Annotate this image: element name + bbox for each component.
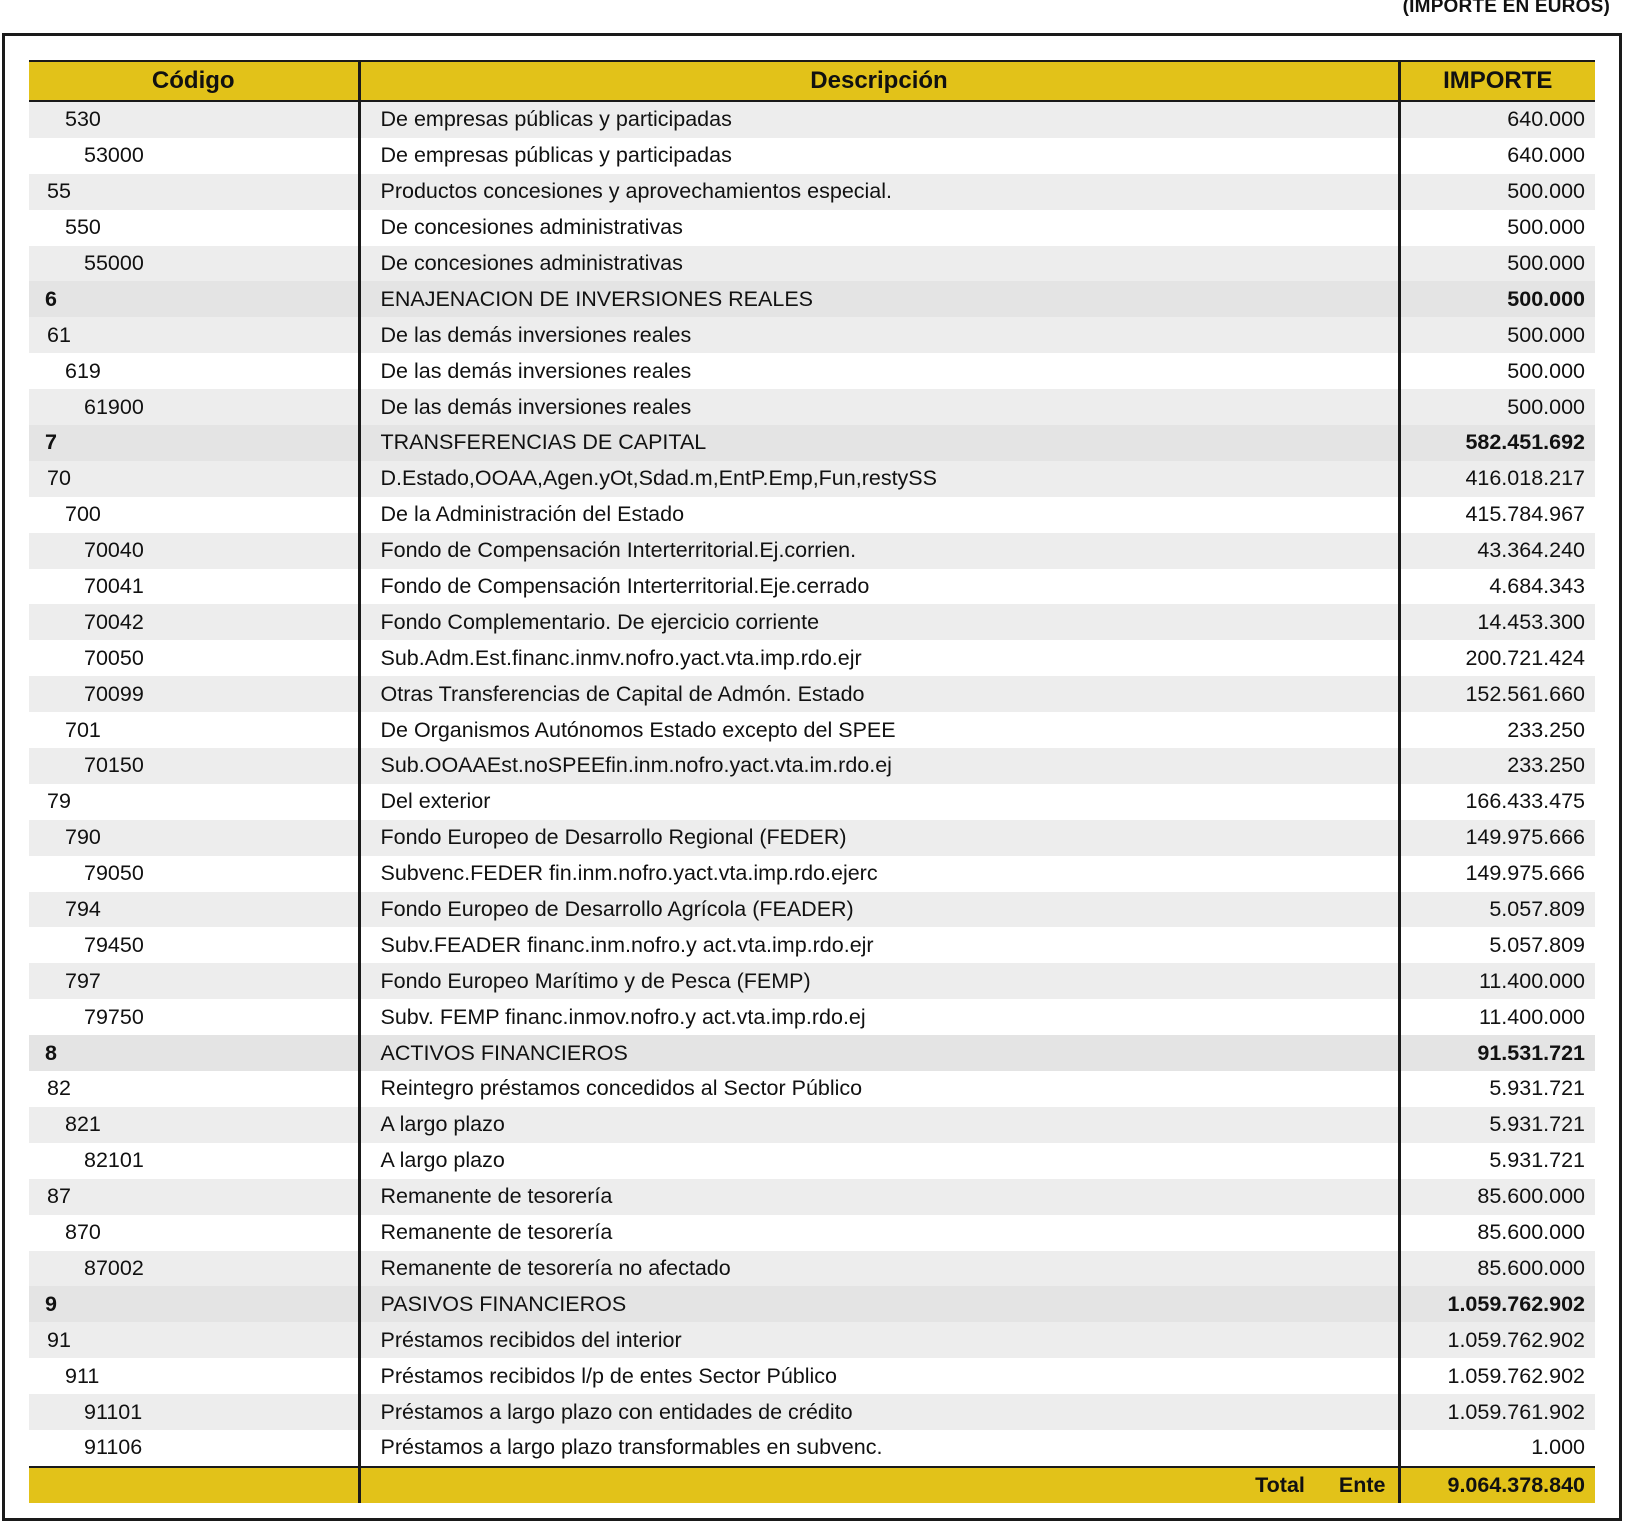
row-amount: 200.721.424 bbox=[1465, 645, 1585, 670]
table-row bbox=[29, 1394, 1595, 1430]
total-code-cell bbox=[29, 1467, 359, 1503]
table-row bbox=[29, 604, 1595, 640]
table-row bbox=[29, 999, 1595, 1035]
row-amount: 500.000 bbox=[1399, 246, 1595, 282]
column-header-importe: IMPORTE bbox=[1399, 61, 1595, 101]
row-code: 619 bbox=[29, 353, 359, 389]
row-amount: 582.451.692 bbox=[1399, 425, 1595, 461]
row-description: De Organismos Autónomos Estado excepto del SPEE bbox=[359, 712, 1399, 748]
table-row bbox=[29, 748, 1595, 784]
row-code: 91106 bbox=[29, 1430, 359, 1467]
row-code: 55 bbox=[29, 174, 359, 210]
row-code: 790 bbox=[29, 820, 359, 856]
table-row bbox=[29, 1215, 1595, 1251]
row-description: Fondo de Compensación Interterritorial.Eje.cerrado bbox=[359, 569, 1399, 605]
row-amount: 500.000 bbox=[1507, 358, 1585, 383]
row-description: De las demás inversiones reales bbox=[359, 317, 1399, 353]
table-row bbox=[29, 676, 1595, 712]
table-row bbox=[29, 174, 1595, 210]
row-description: Préstamos recibidos l/p de entes Sector Público bbox=[359, 1358, 1399, 1394]
column-header-descripcion: Descripción bbox=[359, 61, 1399, 101]
row-description: Fondo Europeo Marítimo y de Pesca (FEMP) bbox=[359, 963, 1399, 999]
table-row bbox=[29, 820, 1595, 856]
table-row bbox=[29, 856, 1595, 892]
row-code: 821 bbox=[29, 1107, 359, 1143]
row-code: 79050 bbox=[29, 856, 359, 892]
row-code: 700 bbox=[29, 497, 359, 533]
row-description: ENAJENACION DE INVERSIONES REALES bbox=[359, 281, 1399, 317]
row-description: Préstamos recibidos del interior bbox=[359, 1322, 1399, 1358]
row-code: 70042 bbox=[29, 604, 359, 640]
row-amount: 233.250 bbox=[1399, 748, 1595, 784]
total-amount: 9.064.378.840 bbox=[1399, 1467, 1595, 1503]
row-amount: 500.000 bbox=[1399, 174, 1595, 210]
row-amount: 640.000 bbox=[1507, 143, 1585, 168]
row-code: 82101 bbox=[29, 1143, 359, 1179]
report-frame bbox=[2, 33, 1622, 1521]
row-code: 70040 bbox=[29, 533, 359, 569]
row-code: 9 bbox=[29, 1286, 359, 1322]
row-code: 87 bbox=[29, 1179, 359, 1215]
row-amount: 500.000 bbox=[1399, 281, 1595, 317]
row-amount: 85.600.000 bbox=[1477, 1220, 1585, 1245]
table-row bbox=[29, 927, 1595, 963]
row-code: 8 bbox=[29, 1035, 359, 1071]
table-row bbox=[29, 712, 1595, 748]
table-row bbox=[29, 317, 1595, 353]
table-row bbox=[29, 1143, 1595, 1179]
row-description: Sub.Adm.Est.financ.inmv.nofro.yact.vta.imp.rdo.ejr bbox=[359, 640, 1399, 676]
row-description: Otras Transferencias de Capital de Admón. Estado bbox=[359, 676, 1399, 712]
row-code: 82 bbox=[29, 1071, 359, 1107]
row-code: 55000 bbox=[29, 246, 359, 282]
row-code: 870 bbox=[29, 1215, 359, 1251]
row-code: 79 bbox=[29, 784, 359, 820]
row-code: 70050 bbox=[29, 640, 359, 676]
total-label-1: Total bbox=[1255, 1472, 1305, 1497]
table-row bbox=[29, 1430, 1595, 1467]
row-amount: 43.364.240 bbox=[1399, 533, 1595, 569]
table-row bbox=[29, 1251, 1595, 1287]
row-amount: 1.059.762.902 bbox=[1399, 1286, 1595, 1322]
row-description: Productos concesiones y aprovechamientos especial. bbox=[359, 174, 1399, 210]
row-description: De empresas públicas y participadas bbox=[359, 138, 1399, 174]
table-row bbox=[29, 784, 1595, 820]
row-description: Fondo Complementario. De ejercicio corriente bbox=[359, 604, 1399, 640]
row-amount: 11.400.000 bbox=[1399, 963, 1595, 999]
table-body bbox=[29, 101, 1595, 1467]
row-description: Fondo Europeo de Desarrollo Agrícola (FEADER) bbox=[359, 892, 1399, 928]
row-description: D.Estado,OOAA,Agen.yOt,Sdad.m,EntP.Emp,Fun,restySS bbox=[359, 461, 1399, 497]
row-amount: 500.000 bbox=[1507, 215, 1585, 240]
row-code: 550 bbox=[29, 210, 359, 246]
row-description: ACTIVOS FINANCIEROS bbox=[359, 1035, 1399, 1071]
row-amount: 152.561.660 bbox=[1399, 676, 1595, 712]
row-description: De las demás inversiones reales bbox=[359, 389, 1399, 425]
table-row bbox=[29, 533, 1595, 569]
total-row bbox=[29, 1467, 1595, 1503]
unit-note: (IMPORTE EN EUROS) bbox=[1402, 0, 1610, 17]
row-description: A largo plazo bbox=[359, 1107, 1399, 1143]
row-code: 911 bbox=[29, 1358, 359, 1394]
row-amount: 4.684.343 bbox=[1489, 574, 1585, 599]
table-row bbox=[29, 569, 1595, 605]
column-header-codigo: Código bbox=[29, 61, 359, 101]
row-code: 797 bbox=[29, 963, 359, 999]
row-description: Del exterior bbox=[359, 784, 1399, 820]
chapter-row bbox=[29, 1286, 1595, 1322]
row-amount: 166.433.475 bbox=[1465, 789, 1585, 814]
table-row bbox=[29, 640, 1595, 676]
table-row bbox=[29, 1358, 1595, 1394]
row-code: 91101 bbox=[29, 1394, 359, 1430]
total-label-2: Ente bbox=[1338, 1472, 1386, 1497]
row-description: Remanente de tesorería bbox=[359, 1215, 1399, 1251]
row-amount: 5.931.721 bbox=[1489, 1076, 1585, 1101]
row-description: Sub.OOAAEst.noSPEEfin.inm.nofro.yact.vta.im.rdo.ej bbox=[359, 748, 1399, 784]
chapter-row bbox=[29, 281, 1595, 317]
row-amount: 5.931.721 bbox=[1399, 1107, 1595, 1143]
row-code: 7 bbox=[29, 425, 359, 461]
row-description: De concesiones administrativas bbox=[359, 246, 1399, 282]
table-row bbox=[29, 461, 1595, 497]
row-amount: 149.975.666 bbox=[1465, 861, 1585, 886]
chapter-row bbox=[29, 425, 1595, 461]
row-code: 79450 bbox=[29, 927, 359, 963]
row-amount: 14.453.300 bbox=[1399, 604, 1595, 640]
row-description: Remanente de tesorería bbox=[359, 1179, 1399, 1215]
row-code: 701 bbox=[29, 712, 359, 748]
budget-table bbox=[29, 60, 1595, 1503]
row-amount: 11.400.000 bbox=[1478, 1004, 1585, 1029]
row-amount: 5.057.809 bbox=[1399, 892, 1595, 928]
table-row bbox=[29, 353, 1595, 389]
row-amount: 1.059.761.902 bbox=[1399, 1394, 1595, 1430]
row-amount: 640.000 bbox=[1399, 101, 1595, 138]
table-row bbox=[29, 963, 1595, 999]
row-amount: 85.600.000 bbox=[1399, 1251, 1595, 1287]
chapter-row bbox=[29, 1035, 1595, 1071]
row-amount: 85.600.000 bbox=[1399, 1179, 1595, 1215]
row-code: 87002 bbox=[29, 1251, 359, 1287]
row-description: Remanente de tesorería no afectado bbox=[359, 1251, 1399, 1287]
row-description: Préstamos a largo plazo transformables en subvenc. bbox=[359, 1430, 1399, 1467]
row-description: Fondo de Compensación Interterritorial.Ej.corrien. bbox=[359, 533, 1399, 569]
row-description: De empresas públicas y participadas bbox=[359, 101, 1399, 138]
row-description: Préstamos a largo plazo con entidades de crédito bbox=[359, 1394, 1399, 1430]
row-code: 61900 bbox=[29, 389, 359, 425]
row-amount: 1.059.762.902 bbox=[1447, 1363, 1585, 1388]
row-code: 70 bbox=[29, 461, 359, 497]
table-row bbox=[29, 1179, 1595, 1215]
table-row bbox=[29, 497, 1595, 533]
row-code: 79750 bbox=[29, 999, 359, 1035]
row-code: 70150 bbox=[29, 748, 359, 784]
row-code: 70041 bbox=[29, 569, 359, 605]
row-amount: 415.784.967 bbox=[1465, 502, 1585, 527]
row-description: Subvenc.FEDER fin.inm.nofro.yact.vta.imp.rdo.ejerc bbox=[359, 856, 1399, 892]
table-row bbox=[29, 138, 1595, 174]
table-row bbox=[29, 1322, 1595, 1358]
row-code: 794 bbox=[29, 892, 359, 928]
row-description: TRANSFERENCIAS DE CAPITAL bbox=[359, 425, 1399, 461]
row-code: 70099 bbox=[29, 676, 359, 712]
row-amount: 233.250 bbox=[1507, 717, 1585, 742]
row-code: 530 bbox=[29, 101, 359, 138]
row-amount: 1.059.762.902 bbox=[1399, 1322, 1595, 1358]
table-row bbox=[29, 1071, 1595, 1107]
row-amount: 91.531.721 bbox=[1399, 1035, 1595, 1071]
row-code: 61 bbox=[29, 317, 359, 353]
row-description: Reintegro préstamos concedidos al Sector Público bbox=[359, 1071, 1399, 1107]
row-amount: 500.000 bbox=[1399, 389, 1595, 425]
table-row bbox=[29, 246, 1595, 282]
row-description: De concesiones administrativas bbox=[359, 210, 1399, 246]
row-description: Subv.FEADER financ.inm.nofro.y act.vta.imp.rdo.ejr bbox=[359, 927, 1399, 963]
total-label bbox=[359, 1467, 1399, 1503]
table-row bbox=[29, 210, 1595, 246]
row-code: 6 bbox=[29, 281, 359, 317]
row-description: De la Administración del Estado bbox=[359, 497, 1399, 533]
row-code: 53000 bbox=[29, 138, 359, 174]
row-amount: 1.000 bbox=[1531, 1435, 1585, 1460]
table-row bbox=[29, 1107, 1595, 1143]
row-description: De las demás inversiones reales bbox=[359, 353, 1399, 389]
row-description: PASIVOS FINANCIEROS bbox=[359, 1286, 1399, 1322]
row-amount: 500.000 bbox=[1399, 317, 1595, 353]
row-amount: 149.975.666 bbox=[1399, 820, 1595, 856]
table-row bbox=[29, 389, 1595, 425]
row-description: A largo plazo bbox=[359, 1143, 1399, 1179]
row-amount: 5.931.721 bbox=[1489, 1148, 1585, 1173]
row-description: Subv. FEMP financ.inmov.nofro.y act.vta.imp.rdo.ej bbox=[359, 999, 1399, 1035]
table-row bbox=[29, 101, 1595, 138]
row-description: Fondo Europeo de Desarrollo Regional (FEDER) bbox=[359, 820, 1399, 856]
row-amount: 5.057.809 bbox=[1489, 932, 1585, 957]
table-header-row bbox=[29, 61, 1595, 101]
row-code: 91 bbox=[29, 1322, 359, 1358]
row-amount: 416.018.217 bbox=[1399, 461, 1595, 497]
table-row bbox=[29, 892, 1595, 928]
